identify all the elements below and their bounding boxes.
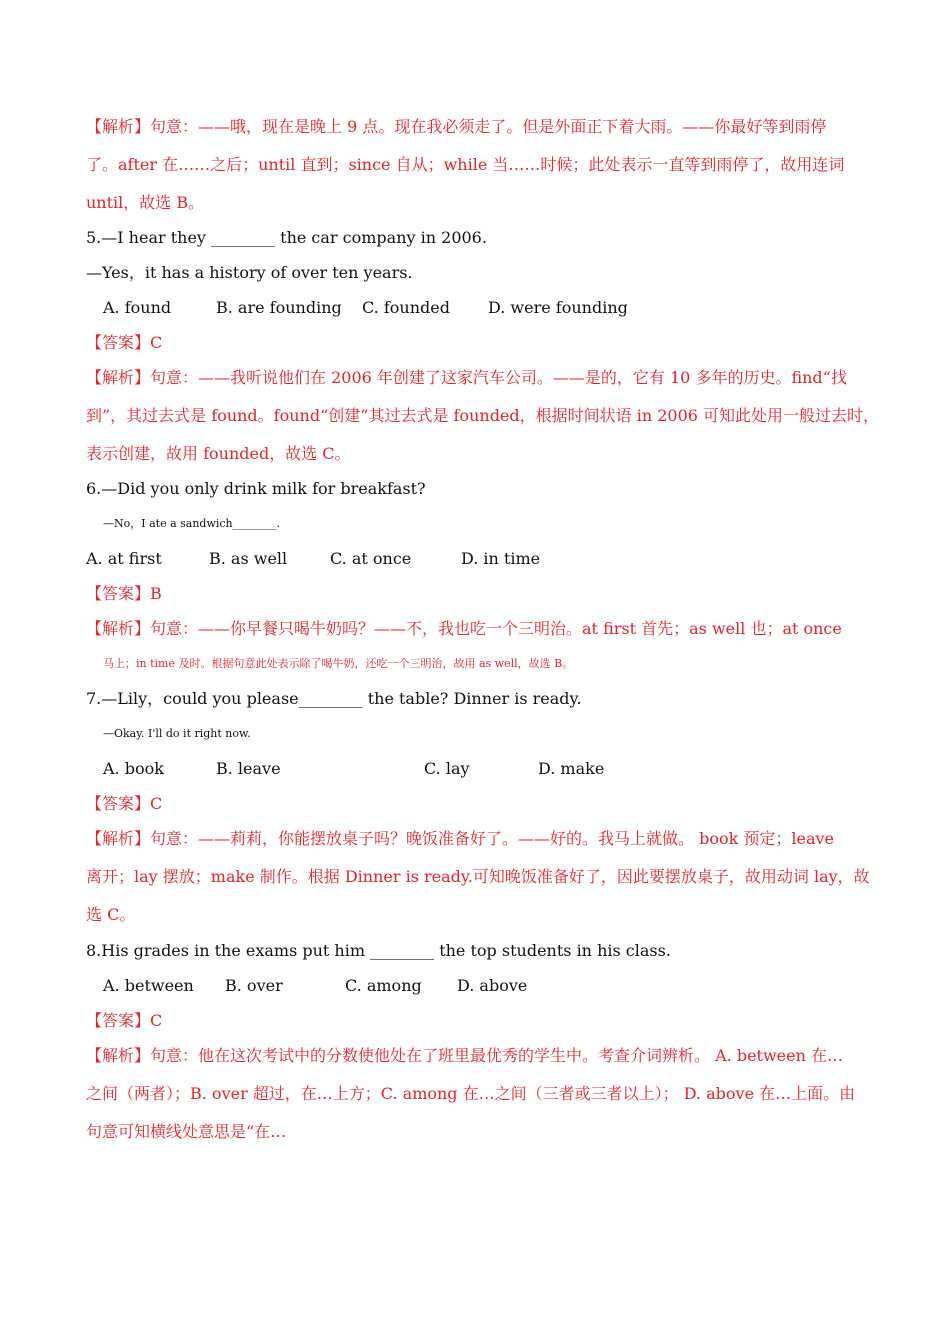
q7-reply: —Okay. I'll do it right now.: [103, 727, 251, 740]
answer-label: 【答案】: [86, 333, 151, 352]
q8-option-b: B. over: [225, 976, 283, 995]
q6-analysis-line-1: 【解析】句意：——你早餐只喝牛奶吗？——不，我也吃一个三明治。at first 首先；as well 也；at once: [86, 619, 842, 638]
q8-option-d: D. above: [457, 976, 528, 995]
q5-analysis-line-2: 到”，其过去式是 found。found“创建”其过去式是 founded，根据时间状语 in 2006 可知此处用一般过去时，: [86, 406, 880, 425]
q7-option-a: A. book: [103, 759, 164, 778]
analysis-label: 【解析】: [86, 829, 151, 848]
q6-stem: 6.—Did you only drink milk for breakfast?: [86, 479, 426, 498]
q7-analysis-line-3: 选 C。: [86, 905, 136, 924]
q8-analysis-line-2: 之间（两者）；B. over 超过，在…上方；C. among 在…之间（三者或三者以上）； D. above 在…上面。由: [86, 1084, 856, 1103]
analysis-label: 【解析】: [86, 368, 151, 387]
analysis-label: 【解析】: [86, 1046, 151, 1065]
q4-analysis-line-3: until，故选 B。: [86, 193, 205, 212]
q5-option-c: C. founded: [362, 298, 450, 317]
q4-analysis-line-2: 了。after 在……之后；until 直到；since 自从；while 当……时候；此处表示一直等到雨停了，故用连词: [86, 155, 845, 174]
q8-answer: [86, 1011, 876, 1031]
q5-option-b: B. are founding: [216, 298, 342, 317]
q6-reply: —No，I ate a sandwich________.: [103, 517, 281, 530]
answer-label: 【答案】: [86, 1011, 151, 1030]
q4-analysis-line-1: 【解析】句意：——哦，现在是晚上 9 点。现在我必须走了。但是外面正下着大雨。——你最好等到雨停: [86, 117, 827, 136]
q7-analysis-line-1: 【解析】句意：——莉莉，你能摆放桌子吗？晚饭准备好了。——好的。我马上就做。 book 预定；leave: [86, 829, 835, 848]
q7-option-c: C. lay: [424, 759, 470, 778]
q7-answer: [86, 794, 876, 814]
q8-analysis-line-1: 【解析】句意：他在这次考试中的分数使他处在了班里最优秀的学生中。考查介词辨析。 A. between 在…: [86, 1046, 843, 1065]
q5-option-a: A. found: [103, 298, 172, 317]
q8-analysis-line-3: 句意可知横线处意思是“在…: [86, 1122, 287, 1141]
answer-value: B: [150, 584, 162, 603]
q6-analysis-line-2: 马上；in time 及时。根据句意此处表示除了喝牛奶，还吃一个三明治，故用 as well，故选 B。: [103, 657, 574, 670]
answer-value: C: [150, 1011, 163, 1030]
answer-value: C: [150, 333, 163, 352]
q5-analysis-line-3: 表示创建，故用 founded，故选 C。: [86, 444, 351, 463]
q8-option-c: C. among: [345, 976, 422, 995]
q7-analysis-line-2: 离开；lay 摆放；make 制作。根据 Dinner is ready.可知晚饭准备好了，因此要摆放桌子，故用动词 lay，故: [86, 867, 870, 886]
answer-value: C: [150, 794, 163, 813]
q6-option-d: D. in time: [461, 549, 541, 568]
q7-option-d: D. make: [538, 759, 605, 778]
answer-label: 【答案】: [86, 584, 151, 603]
answer-label: 【答案】: [86, 794, 151, 813]
q8-option-a: A. between: [103, 976, 194, 995]
q6-option-b: B. as well: [209, 549, 288, 568]
q5-analysis-line-1: 【解析】句意：——我听说他们在 2006 年创建了这家汽车公司。——是的，它有 10 多年的历史。find“找: [86, 368, 847, 387]
q5-stem: 5.—I hear they ________ the car company in 2006.: [86, 228, 487, 247]
q8-stem: 8.His grades in the exams put him ________ the top students in his class.: [86, 941, 671, 960]
q5-answer: [86, 333, 876, 353]
analysis-label: 【解析】: [86, 619, 151, 638]
q5-option-d: D. were founding: [488, 298, 628, 317]
q7-stem: 7.—Lily，could you please________ the table? Dinner is ready.: [86, 689, 582, 708]
q6-option-c: C. at once: [330, 549, 412, 568]
q5-reply: —Yes，it has a history of over ten years.: [86, 263, 413, 282]
q7-option-b: B. leave: [216, 759, 281, 778]
analysis-label: 【解析】: [86, 117, 151, 136]
q6-option-a: A. at first: [86, 549, 162, 568]
q6-answer: [86, 584, 876, 604]
